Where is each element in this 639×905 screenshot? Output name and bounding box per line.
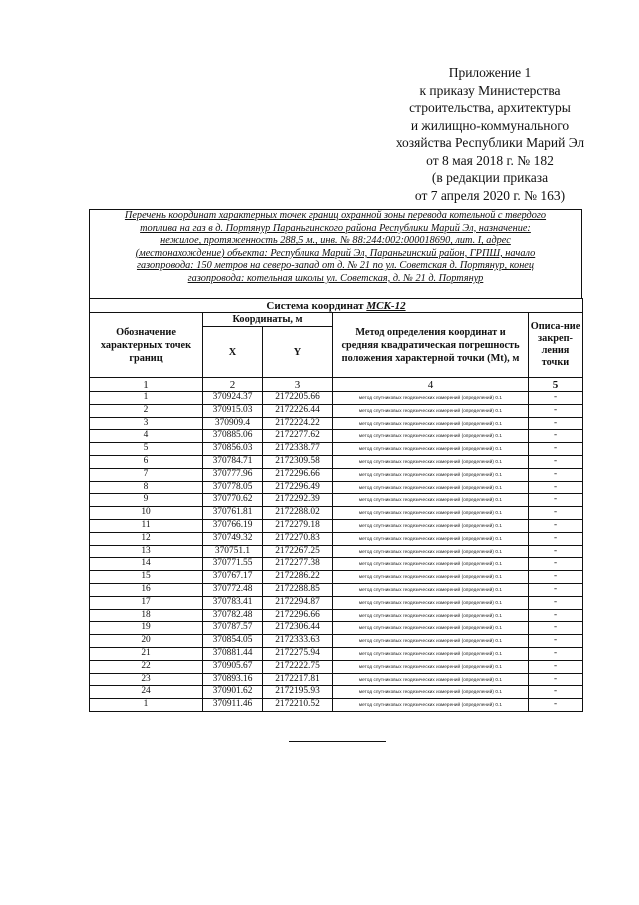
point-number: 20 xyxy=(90,635,203,648)
table-row xyxy=(90,583,583,596)
method-text: метод спутниковых геодезических измерений (определений) 0.1 xyxy=(333,660,529,673)
coord-y: 2172224.22 xyxy=(263,417,333,430)
description: - xyxy=(529,660,583,673)
coord-y: 2172275.94 xyxy=(263,647,333,660)
table-row xyxy=(90,558,583,571)
coord-y: 2172210.52 xyxy=(263,699,333,712)
point-number: 23 xyxy=(90,673,203,686)
coord-x: 370856.03 xyxy=(203,443,263,456)
method-text: метод спутниковых геодезических измерений (определений) 0.1 xyxy=(333,507,529,520)
description: - xyxy=(529,571,583,584)
description: - xyxy=(529,507,583,520)
coord-y: 2172333.63 xyxy=(263,635,333,648)
coord-x: 370761.81 xyxy=(203,507,263,520)
appendix-line: к приказу Министерства xyxy=(419,82,561,98)
header-description: Описа-ние закреп-ления точки xyxy=(529,313,583,378)
method-text: метод спутниковых геодезических измерений (определений) 0.1 xyxy=(333,404,529,417)
point-number: 18 xyxy=(90,609,203,622)
coord-y: 2172277.38 xyxy=(263,558,333,571)
column-number: 2 xyxy=(203,378,263,392)
coord-y: 2172195.93 xyxy=(263,686,333,699)
description: - xyxy=(529,583,583,596)
point-number: 15 xyxy=(90,571,203,584)
table-row xyxy=(90,507,583,520)
method-text: метод спутниковых геодезических измерений (определений) 0.1 xyxy=(333,468,529,481)
table-row xyxy=(90,443,583,456)
description: - xyxy=(529,609,583,622)
coord-x: 370766.19 xyxy=(203,519,263,532)
description: - xyxy=(529,519,583,532)
point-number: 12 xyxy=(90,532,203,545)
method-text: метод спутниковых геодезических измерений (определений) 0.1 xyxy=(333,430,529,443)
table-row xyxy=(90,699,583,712)
coord-y: 2172296.49 xyxy=(263,481,333,494)
coordinate-system-row xyxy=(90,299,583,313)
table-row xyxy=(90,481,583,494)
description: - xyxy=(529,558,583,571)
coordinate-system-cell xyxy=(90,299,583,313)
table-row xyxy=(90,647,583,660)
coord-y: 2172205.66 xyxy=(263,392,333,405)
table-row xyxy=(90,417,583,430)
coord-y: 2172288.02 xyxy=(263,507,333,520)
coordinate-system-label: Система координат xyxy=(266,299,364,312)
coord-x: 370749.32 xyxy=(203,532,263,545)
coord-x: 370893.16 xyxy=(203,673,263,686)
table-row xyxy=(90,596,583,609)
coord-x: 370770.62 xyxy=(203,494,263,507)
description: - xyxy=(529,532,583,545)
coord-y: 2172270.83 xyxy=(263,532,333,545)
point-number: 13 xyxy=(90,545,203,558)
point-number: 7 xyxy=(90,468,203,481)
point-number: 9 xyxy=(90,494,203,507)
column-number: 3 xyxy=(263,378,333,392)
method-text: метод спутниковых геодезических измерений (определений) 0.1 xyxy=(333,686,529,699)
description: - xyxy=(529,430,583,443)
coord-y: 2172277.62 xyxy=(263,430,333,443)
appendix-line: и жилищно-коммунального xyxy=(410,117,570,133)
method-text: метод спутниковых геодезических измерений (определений) 0.1 xyxy=(333,455,529,468)
coord-x: 370854.05 xyxy=(203,635,263,648)
method-text: метод спутниковых геодезических измерений (определений) 0.1 xyxy=(333,699,529,712)
coord-y: 2172338.77 xyxy=(263,443,333,456)
table-row xyxy=(90,455,583,468)
point-number: 17 xyxy=(90,596,203,609)
coord-y: 2172288.85 xyxy=(263,583,333,596)
column-number: 4 xyxy=(333,378,529,392)
method-text: метод спутниковых геодезических измерений (определений) 0.1 xyxy=(333,558,529,571)
appendix-line: от 7 апреля 2020 г. № 163) xyxy=(414,187,566,203)
coord-x: 370767.17 xyxy=(203,571,263,584)
method-text: метод спутниковых геодезических измерений (определений) 0.1 xyxy=(333,417,529,430)
description: - xyxy=(529,468,583,481)
coord-y: 2172226.44 xyxy=(263,404,333,417)
point-number: 21 xyxy=(90,647,203,660)
caption-line: газопровода: котельная школы ул. Советская, д. № 21 д. Портянур xyxy=(187,272,484,284)
method-text: метод спутниковых геодезических измерений (определений) 0.1 xyxy=(333,392,529,405)
coord-x: 370778.05 xyxy=(203,481,263,494)
appendix-line: (в редакции приказа xyxy=(431,170,549,185)
caption-line: газопровода: 150 метров на северо-запад от д. № 21 по ул. Советская д. Портянур, конец xyxy=(136,260,535,272)
description: - xyxy=(529,494,583,507)
bottom-divider xyxy=(289,741,386,742)
coord-x: 370915.03 xyxy=(203,404,263,417)
header-method: Метод определения координат и средняя квадратическая погрешность положения характерной точки (Mt), м xyxy=(333,313,529,378)
point-number: 1 xyxy=(90,392,203,405)
table-row xyxy=(90,519,583,532)
point-number: 24 xyxy=(90,686,203,699)
coord-x: 370901.62 xyxy=(203,686,263,699)
table-row xyxy=(90,622,583,635)
header-point: Обозначение характерных точек границ xyxy=(90,313,203,378)
column-number: 1 xyxy=(90,378,203,392)
table-row xyxy=(90,635,583,648)
column-numbers-row xyxy=(90,378,583,392)
coord-y: 2172286.22 xyxy=(263,571,333,584)
appendix-line: строительства, архитектуры xyxy=(409,100,571,115)
table-row xyxy=(90,673,583,686)
description: - xyxy=(529,545,583,558)
appendix-header xyxy=(360,64,620,204)
table-row xyxy=(90,686,583,699)
header-row xyxy=(90,313,583,327)
table-row xyxy=(90,545,583,558)
coord-x: 370924.37 xyxy=(203,392,263,405)
point-number: 1 xyxy=(90,699,203,712)
table-row xyxy=(90,404,583,417)
table-row xyxy=(90,571,583,584)
description: - xyxy=(529,455,583,468)
caption-line: (местонахождение) объекта: Республика Марий Эл, Параньгинский район, ГРПШ, начало xyxy=(135,247,536,259)
description: - xyxy=(529,392,583,405)
point-number: 16 xyxy=(90,583,203,596)
method-text: метод спутниковых геодезических измерений (определений) 0.1 xyxy=(333,481,529,494)
description: - xyxy=(529,443,583,456)
coord-x: 370783.41 xyxy=(203,596,263,609)
table-caption xyxy=(92,210,579,286)
table-row xyxy=(90,494,583,507)
coord-y: 2172279.18 xyxy=(263,519,333,532)
point-number: 19 xyxy=(90,622,203,635)
description: - xyxy=(529,481,583,494)
description: - xyxy=(529,635,583,648)
coord-x: 370782.48 xyxy=(203,609,263,622)
caption-line: топлива на газ в д. Портянур Параньгинского района Республики Марий Эл, назначение: xyxy=(140,222,531,234)
coord-x: 370784.71 xyxy=(203,455,263,468)
point-number: 5 xyxy=(90,443,203,456)
coord-y: 2172222.75 xyxy=(263,660,333,673)
description: - xyxy=(529,622,583,635)
coord-x: 370787.57 xyxy=(203,622,263,635)
header-x: X xyxy=(203,327,263,378)
method-text: метод спутниковых геодезических измерений (определений) 0.1 xyxy=(333,673,529,686)
point-number: 11 xyxy=(90,519,203,532)
coord-y: 2172267.25 xyxy=(263,545,333,558)
table-row xyxy=(90,468,583,481)
point-number: 14 xyxy=(90,558,203,571)
description: - xyxy=(529,699,583,712)
header-coords: Координаты, м xyxy=(203,313,333,327)
point-number: 6 xyxy=(90,455,203,468)
coord-y: 2172292.39 xyxy=(263,494,333,507)
point-number: 22 xyxy=(90,660,203,673)
method-text: метод спутниковых геодезических измерений (определений) 0.1 xyxy=(333,545,529,558)
coord-x: 370885.06 xyxy=(203,430,263,443)
method-text: метод спутниковых геодезических измерений (определений) 0.1 xyxy=(333,519,529,532)
coord-y: 2172306.44 xyxy=(263,622,333,635)
caption-line: Перечень координат характерных точек границ охранной зоны перевода котельной с твердого xyxy=(124,210,547,221)
point-number: 4 xyxy=(90,430,203,443)
point-number: 3 xyxy=(90,417,203,430)
table-row xyxy=(90,609,583,622)
description: - xyxy=(529,673,583,686)
table-row xyxy=(90,532,583,545)
method-text: метод спутниковых геодезических измерений (определений) 0.1 xyxy=(333,571,529,584)
coord-y: 2172296.66 xyxy=(263,468,333,481)
coord-y: 2172309.58 xyxy=(263,455,333,468)
description: - xyxy=(529,417,583,430)
header-y: Y xyxy=(263,327,333,378)
coord-y: 2172296.66 xyxy=(263,609,333,622)
method-text: метод спутниковых геодезических измерений (определений) 0.1 xyxy=(333,443,529,456)
coord-x: 370905.67 xyxy=(203,660,263,673)
description: - xyxy=(529,686,583,699)
description: - xyxy=(529,404,583,417)
method-text: метод спутниковых геодезических измерений (определений) 0.1 xyxy=(333,609,529,622)
coord-x: 370772.48 xyxy=(203,583,263,596)
table-row xyxy=(90,430,583,443)
appendix-line: Приложение 1 xyxy=(448,65,532,80)
description: - xyxy=(529,647,583,660)
coord-y: 2172217.81 xyxy=(263,673,333,686)
coord-x: 370751.1 xyxy=(203,545,263,558)
coord-y: 2172294.87 xyxy=(263,596,333,609)
table-row xyxy=(90,392,583,405)
method-text: метод спутниковых геодезических измерений (определений) 0.1 xyxy=(333,596,529,609)
column-number: 5 xyxy=(529,378,583,392)
coord-x: 370881.44 xyxy=(203,647,263,660)
method-text: метод спутниковых геодезических измерений (определений) 0.1 xyxy=(333,532,529,545)
coordinate-system-name: МСК-12 xyxy=(366,299,406,312)
coordinates-table xyxy=(89,298,583,712)
description: - xyxy=(529,596,583,609)
coord-x: 370911.46 xyxy=(203,699,263,712)
method-text: метод спутниковых геодезических измерений (определений) 0.1 xyxy=(333,494,529,507)
appendix-line: хозяйства Республики Марий Эл xyxy=(395,135,585,150)
caption-line: нежилое, протяженность 288,5 м., инв. № 88:244:002:000018690, лит. I, адрес xyxy=(160,235,511,247)
point-number: 10 xyxy=(90,507,203,520)
table-row xyxy=(90,660,583,673)
method-text: метод спутниковых геодезических измерений (определений) 0.1 xyxy=(333,622,529,635)
point-number: 2 xyxy=(90,404,203,417)
method-text: метод спутниковых геодезических измерений (определений) 0.1 xyxy=(333,647,529,660)
coord-x: 370777.96 xyxy=(203,468,263,481)
appendix-line: от 8 мая 2018 г. № 182 xyxy=(426,152,554,168)
method-text: метод спутниковых геодезических измерений (определений) 0.1 xyxy=(333,583,529,596)
coord-x: 370909.4 xyxy=(203,417,263,430)
point-number: 8 xyxy=(90,481,203,494)
method-text: метод спутниковых геодезических измерений (определений) 0.1 xyxy=(333,635,529,648)
coord-x: 370771.55 xyxy=(203,558,263,571)
